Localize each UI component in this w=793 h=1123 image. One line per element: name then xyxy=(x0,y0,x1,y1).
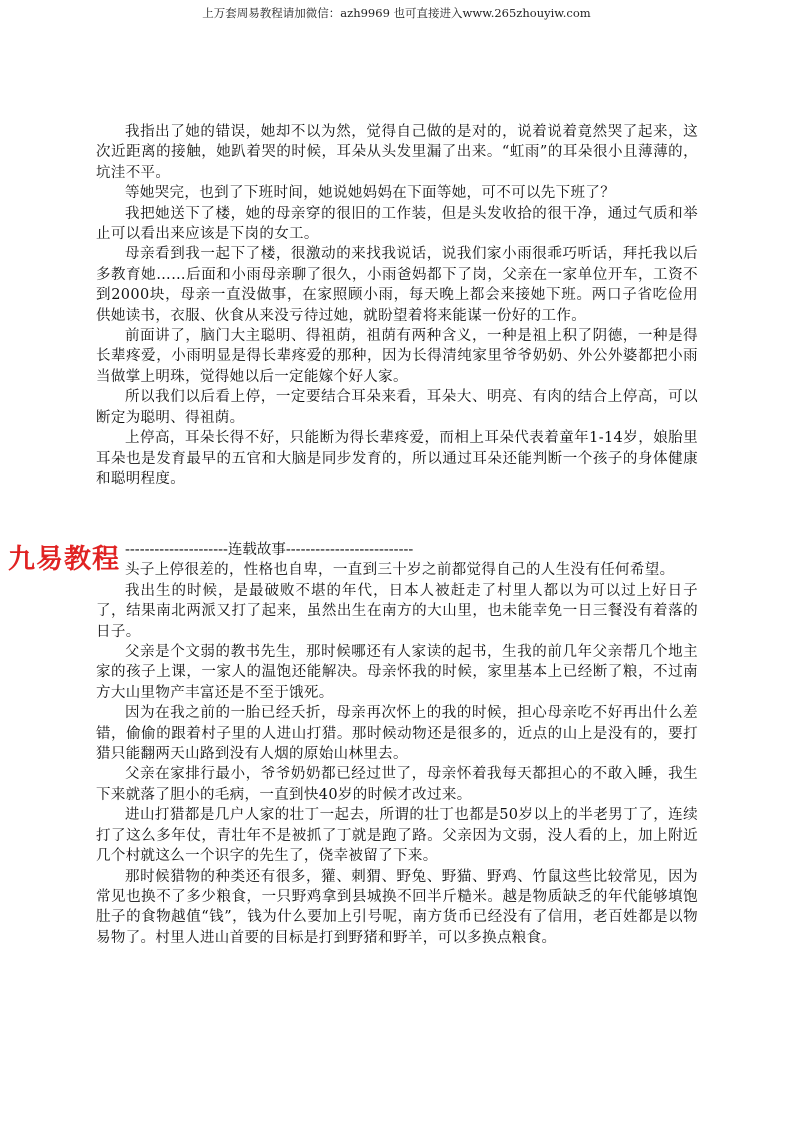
paragraph: 头子上停很差的，性格也自卑，一直到三十岁之前都觉得自己的人生没有任何希望。 xyxy=(125,562,675,579)
paragraph: 进山打猎都是几户人家的壮丁一起去，所谓的壮丁也都是50岁以上的半老男丁了，连续打了这么多年仗，青壮年不是被抓了丁就是跑了路。父亲因为文弱，没人看的上，加上附近几个村就这么一个识字的先生了，侥幸被留了下来。 xyxy=(96,807,698,865)
paragraph: 我出生的时候，是最破败不堪的年代，日本人被赶走了村里人都以为可以过上好日子了，结果南北两派又打了起来，虽然出生在南方的大山里，也未能幸免一日三餐没有着落的日子。 xyxy=(96,582,698,640)
article-section-1 xyxy=(96,122,698,489)
paragraph: 父亲在家排行最小，爷爷奶奶都已经过世了，母亲怀着我每天都担心的不敢入睡，我生下来就落了胆小的毛病，一直到快40岁的时候才改过来。 xyxy=(96,766,698,803)
paragraph: 所以我们以后看上停，一定要结合耳朵来看，耳朵大、明亮、有肉的结合上停高，可以断定为聪明、得祖荫。 xyxy=(96,389,698,426)
paragraph: 前面讲了，脑门大主聪明、得祖荫，祖荫有两种含义，一种是祖上积了阴德，一种是得长辈疼爱，小雨明显是得长辈疼爱的那种，因为长得清纯家里爷爷奶奶、外公外婆都把小雨当做掌上明珠，觉得她以后一定能嫁个好人家。 xyxy=(96,328,698,385)
paragraph: 上停高，耳朵长得不好，只能断为得长辈疼爱，而相上耳朵代表着童年1-14岁，娘胎里耳朵也是发育最早的五官和大脑是同步发育的，所以通过耳朵还能判断一个孩子的身体健康和聪明程度。 xyxy=(96,430,698,487)
paragraph: 等她哭完，也到了下班时间，她说她妈妈在下面等她，可不可以先下班了？ xyxy=(125,185,616,202)
paragraph: 我把她送下了楼，她的母亲穿的很旧的工作装，但是头发收拾的很干净，通过气质和举止可以看出来应该是下岗的女工。 xyxy=(96,205,698,243)
article-section-2 xyxy=(96,540,698,948)
paragraph: 那时候猎物的种类还有很多，獾、刺猬、野兔、野猫、野鸡、竹鼠这些比较常见，因为常见也换不了多少粮食，一只野鸡拿到县城换不回半斤糙米。越是物质缺乏的年代能够填饱肚子的食物越值“钱”，钱为什么要加上引号呢，南方货币已经没有了信用，老百姓都是以物易物了。村里人进山首要的目标是打到野猪和野羊，可以多换点粮食。 xyxy=(96,868,698,946)
paragraph: 父亲是个文弱的教书先生，那时候哪还有人家读的起书，生我的前几年父亲帮几个地主家的孩子上课，一家人的温饱还能解决。母亲怀我的时候，家里基本上已经断了粮，不过南方大山里物产丰富还是不至于饿死。 xyxy=(96,644,698,701)
paragraph: 因为在我之前的一胎已经夭折，母亲再次怀上的我的时候，担心母亲吃不好再出什么差错，偷偷的跟着村子里的人进山打猎。那时候动物还是很多的，近点的山上是没有的，要打猎只能翻两天山路到没有人烟的原始山林里去。 xyxy=(96,705,698,763)
paragraph: 我指出了她的错误，她却不以为然，觉得自己做的是对的，说着说着竟然哭了起来，这次近距离的接触，她趴着哭的时候，耳朵从头发里漏了出来。“虹雨”的耳朵很小且薄薄的，坑洼不平。 xyxy=(96,124,698,181)
page-header: 上万套周易教程请加微信：azh9969 也可直接进入www.265zhouyiw.com xyxy=(202,6,591,20)
section-separator: ---------------------连载故事-------------------------- xyxy=(125,542,414,558)
paragraph: 母亲看到我一起下了楼，很激动的来找我说话，说我们家小雨很乖巧听话，拜托我以后多教育她……后面和小雨母亲聊了很久，小雨爸妈都下了岗，父亲在一家单位开车，工资不到2000块，母亲一直没做事，在家照顾小雨，每天晚上都会来接她下班。两口子省吃俭用供她读书，衣服、伙食从来没亏待过她，就盼望着将来能谋一份好的工作。 xyxy=(96,246,698,324)
watermark-logo: 九易教程 xyxy=(8,540,124,580)
